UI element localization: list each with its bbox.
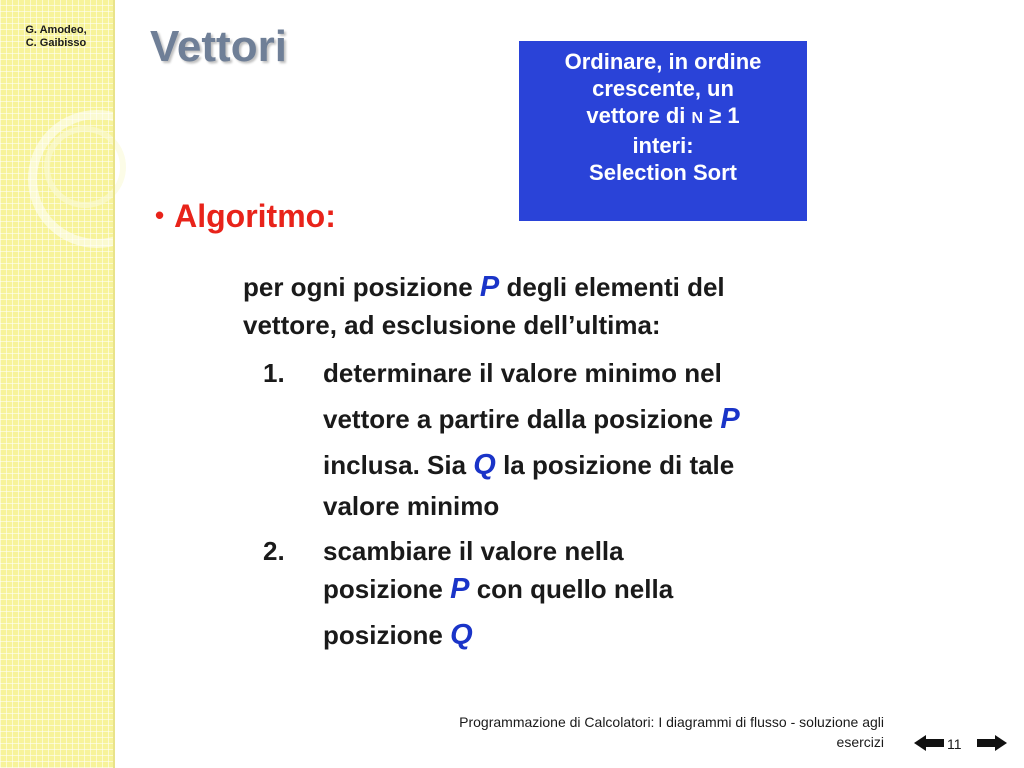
n-symbol: N: [691, 110, 704, 127]
arrow-left-icon[interactable]: [914, 735, 944, 751]
variable-p: P: [720, 403, 740, 435]
footer-line-2: esercizi: [836, 734, 884, 750]
decorative-sidebar: [0, 0, 113, 768]
step-1-line-4: valore minimo: [323, 491, 500, 521]
page-number: 11: [947, 736, 962, 752]
author-1: G. Amodeo,: [25, 24, 87, 36]
step-1-line-1: determinare il valore minimo nel: [323, 358, 722, 388]
intro-line-1: per ogni posizione P degli elementi del: [243, 271, 725, 303]
step-number: 1.: [263, 358, 285, 388]
variable-q: Q: [450, 619, 473, 651]
task-box: [519, 41, 807, 221]
algorithm-bullet: [155, 198, 336, 235]
task-line-3: vettore di N ≥ 1: [586, 103, 740, 128]
footer-course-title: [360, 712, 884, 752]
footer-line-1: Programmazione di Calcolatori: I diagrammi di flusso - soluzione agli: [459, 714, 884, 730]
author-2: C. Gaibisso: [25, 37, 87, 49]
task-line-5: Selection Sort: [589, 160, 737, 185]
algorithm-body: [243, 268, 883, 662]
step-2-line-1: scambiare il valore nella: [323, 536, 624, 566]
arrow-right-icon[interactable]: [977, 735, 1007, 751]
bullet-marker: •: [155, 200, 165, 230]
step-1-line-2: vettore a partire dalla posizione P: [323, 403, 740, 435]
slide-title: Vettori: [150, 22, 287, 71]
bullet-label: Algoritmo:: [174, 198, 336, 234]
step-2-line-2: posizione P con quello nella: [323, 573, 674, 605]
authors: [14, 24, 98, 50]
variable-q: Q: [473, 449, 496, 481]
variable-p: P: [479, 271, 500, 303]
step-2-line-3: posizione Q: [323, 619, 473, 651]
step-number: 2.: [263, 536, 285, 566]
sidebar-divider: [113, 0, 115, 768]
task-line-1: Ordinare, in ordine: [564, 49, 762, 74]
task-line-4: interi:: [632, 133, 694, 158]
step-1: [243, 350, 883, 524]
step-2: [243, 532, 883, 662]
step-1-line-3: inclusa. Sia Q la posizione di tale: [323, 449, 735, 481]
task-line-2: crescente, un: [592, 76, 734, 101]
intro-line-2: vettore, ad esclusione dell’ultima:: [243, 310, 661, 340]
variable-p: P: [450, 573, 470, 605]
